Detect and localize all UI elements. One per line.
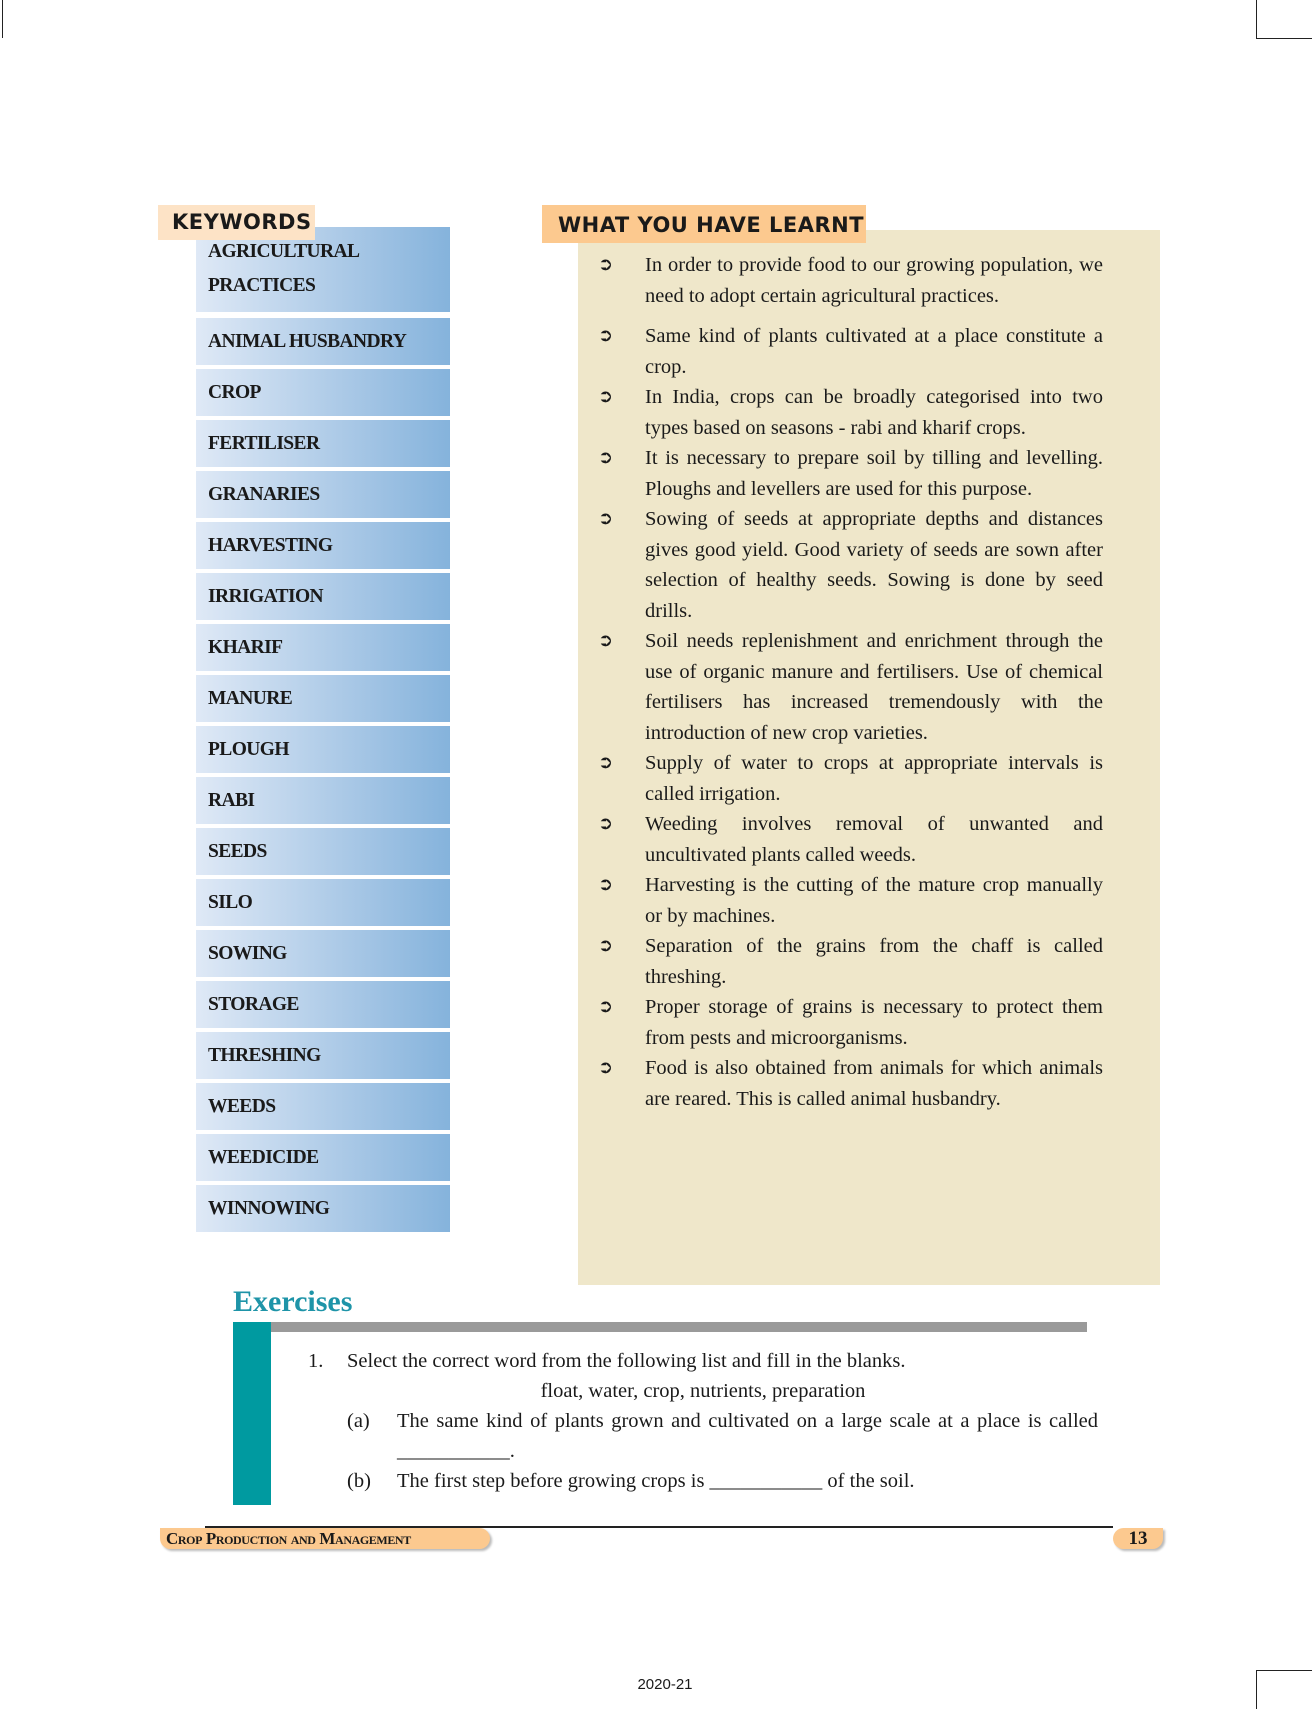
part-label: (b)	[347, 1470, 371, 1492]
keywords-heading: KEYWORDS	[158, 205, 315, 240]
learnt-item-text: Weeding involves removal of unwanted and uncultivated plants called weeds.	[645, 813, 1103, 866]
learnt-item	[598, 1053, 1103, 1114]
keyword-item: CROP	[196, 369, 450, 416]
edition-year: 2020-21	[637, 1676, 693, 1693]
learnt-item-text: Soil needs replenishment and enrichment through the use of organic manure and fertilisers. Use of chemical fertilisers has increased tremendously with the introduction of new crop varieties.	[645, 630, 1103, 744]
bullet-arrow-icon: ➲	[598, 630, 614, 651]
bullet-arrow-icon: ➲	[598, 935, 614, 956]
page-number: 13	[1113, 1528, 1163, 1549]
learnt-item	[598, 992, 1103, 1053]
bullet-arrow-icon: ➲	[598, 254, 614, 275]
chapter-title: Crop Production and Management	[160, 1528, 490, 1549]
learnt-item-text: In India, crops can be broadly categorised into two types based on seasons - rabi and kharif crops.	[645, 386, 1103, 439]
question-part-a	[308, 1406, 1098, 1466]
learnt-item	[598, 321, 1103, 382]
crop-mark	[1256, 0, 1257, 38]
part-text: The first step before growing crops is ___________ of the soil.	[397, 1470, 915, 1492]
keyword-item: WEEDS	[196, 1083, 450, 1130]
keyword-item: MANURE	[196, 675, 450, 722]
keyword-item: WEEDICIDE	[196, 1134, 450, 1181]
keyword-item: THRESHING	[196, 1032, 450, 1079]
bullet-arrow-icon: ➲	[598, 447, 614, 468]
bullet-arrow-icon: ➲	[598, 1057, 614, 1078]
keyword-item: RABI	[196, 777, 450, 824]
learnt-item	[598, 443, 1103, 504]
bullet-arrow-icon: ➲	[598, 386, 614, 407]
learnt-item-text: It is necessary to prepare soil by tilling and levelling. Ploughs and levellers are used for this purpose.	[645, 447, 1103, 500]
keyword-item: ANIMAL HUSBANDRY	[196, 318, 450, 365]
learnt-item-text: Same kind of plants cultivated at a place constitute a crop.	[645, 325, 1103, 378]
learnt-item	[598, 250, 1103, 311]
learnt-item-text: Sowing of seeds at appropriate depths and distances gives good yield. Good variety of seeds are sown after selection of healthy seeds. Sowing is done by seed drills.	[645, 508, 1103, 622]
keyword-item: SEEDS	[196, 828, 450, 875]
learnt-item-text: Supply of water to crops at appropriate intervals is called irrigation.	[645, 752, 1103, 805]
learnt-item	[598, 870, 1103, 931]
crop-mark	[1256, 1670, 1312, 1671]
learnt-item	[598, 626, 1103, 748]
learnt-item	[598, 809, 1103, 870]
crop-mark	[2, 0, 3, 38]
bullet-arrow-icon: ➲	[598, 508, 614, 529]
bullet-arrow-icon: ➲	[598, 813, 614, 834]
question-number: 1.	[308, 1350, 324, 1372]
bullet-arrow-icon: ➲	[598, 996, 614, 1017]
keyword-item: AGRICULTURAL PRACTICES	[196, 227, 450, 312]
keyword-item: GRANARIES	[196, 471, 450, 518]
keywords-list	[196, 227, 450, 1236]
what-you-have-learnt-heading: WHAT YOU HAVE LEARNT	[542, 205, 866, 243]
learnt-item	[598, 931, 1103, 992]
learnt-item	[598, 382, 1103, 443]
exercises-side-bar	[233, 1322, 271, 1505]
keyword-item: SOWING	[196, 930, 450, 977]
learnt-item-text: Proper storage of grains is necessary to protect them from pests and microorganisms.	[645, 996, 1103, 1049]
exercises-heading: Exercises	[233, 1285, 353, 1318]
keyword-item: SILO	[196, 879, 450, 926]
learnt-item-text: Separation of the grains from the chaff is called threshing.	[645, 935, 1103, 988]
part-text: The same kind of plants grown and cultivated on a large scale at a place is called ___________.	[397, 1410, 1098, 1462]
word-list: float, water, crop, nutrients, preparation	[540, 1380, 866, 1402]
keyword-item: IRRIGATION	[196, 573, 450, 620]
keyword-item: FERTILISER	[196, 420, 450, 467]
learnt-list	[598, 250, 1103, 1114]
keyword-item: HARVESTING	[196, 522, 450, 569]
question-part-b	[308, 1466, 1098, 1496]
learnt-item-text: Food is also obtained from animals for which animals are reared. This is called animal husbandry.	[645, 1057, 1103, 1110]
exercises-divider	[233, 1322, 1087, 1332]
exercise-question-1	[308, 1346, 1098, 1496]
keyword-item: WINNOWING	[196, 1185, 450, 1232]
learnt-item	[598, 748, 1103, 809]
learnt-item	[598, 504, 1103, 626]
learnt-item-text: Harvesting is the cutting of the mature crop manually or by machines.	[645, 874, 1103, 927]
keyword-item: KHARIF	[196, 624, 450, 671]
bullet-arrow-icon: ➲	[598, 752, 614, 773]
part-label: (a)	[347, 1410, 370, 1432]
crop-mark	[1256, 38, 1312, 39]
keyword-item: STORAGE	[196, 981, 450, 1028]
keyword-item: PLOUGH	[196, 726, 450, 773]
learnt-item-text: In order to provide food to our growing population, we need to adopt certain agricultural practices.	[645, 254, 1103, 307]
bullet-arrow-icon: ➲	[598, 325, 614, 346]
question-text: Select the correct word from the following list and fill in the blanks.	[347, 1350, 906, 1372]
bullet-arrow-icon: ➲	[598, 874, 614, 895]
